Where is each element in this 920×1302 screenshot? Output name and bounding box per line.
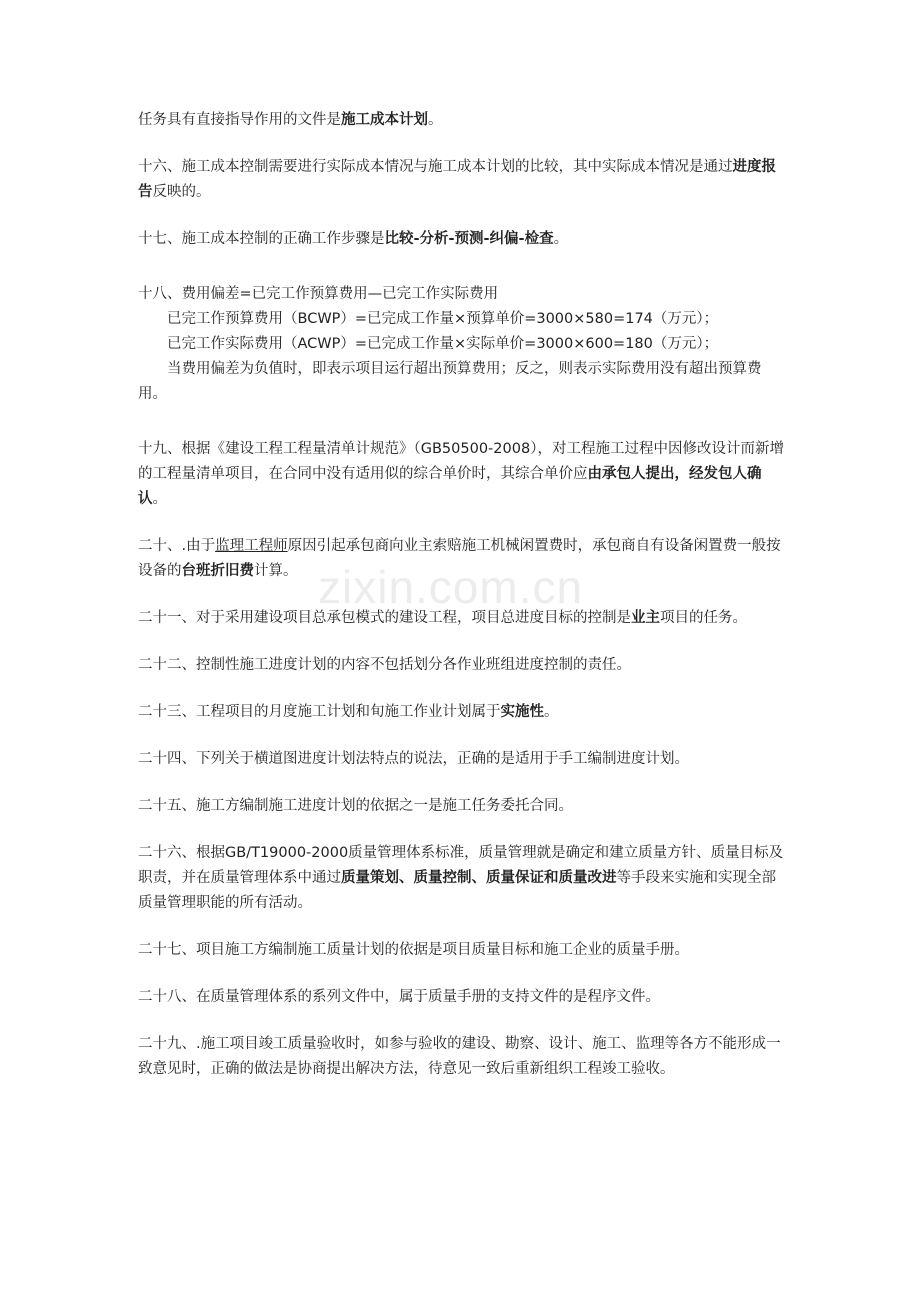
paragraph-15-tail: 任务具有直接指导作用的文件是施工成本计划。	[138, 112, 443, 128]
paragraph-18-line-2: 已完工作预算费用（BCWP）=已完成工作量×预算单价=3000×580=174（万元）；	[167, 311, 719, 327]
paragraph-22: 二十二、控制性施工进度计划的内容不包括划分各作业班组进度控制的责任。	[138, 657, 631, 673]
document-body	[138, 108, 784, 1082]
paragraph-21: 二十一、对于采用建设项目总承包模式的建设工程，项目总进度目标的控制是业主项目的任务。	[138, 610, 747, 626]
paragraph-29: 二十九、.施工项目竣工质量验收时，如参与验收的建设、勘察、设计、施工、监理等各方不能形成一致意见时，正确的做法是协商提出解决方法，待意见一致后重新组织工程竣工验收。	[138, 1036, 781, 1077]
paragraph-19: 十九、根据《建设工程工程量清单计规范》（GB50500-2008），对工程施工过程中因修改设计而新增的工程量清单项目，在合同中没有适用似的综合单价时，其综合单价应由承包人提出，经发包人确认。	[138, 441, 784, 507]
paragraph-20: 二十、.由于监理工程师原因引起承包商向业主索赔施工机械闲置费时，承包商自有设备闲置费一般按设备的台班折旧费计算。	[138, 538, 781, 579]
paragraph-18-line-3: 已完工作实际费用（ACWP）=已完成工作量×实际单价=3000×600=180（万元）；	[167, 336, 719, 352]
paragraph-24: 二十四、下列关于横道图进度计划法特点的说法，正确的是适用于手工编制进度计划。	[138, 751, 689, 767]
paragraph-25: 二十五、施工方编制施工进度计划的依据之一是施工任务委托合同。	[138, 798, 573, 814]
paragraph-16: 十六、施工成本控制需要进行实际成本情况与施工成本计划的比较，其中实际成本情况是通过进度报告反映的。	[138, 159, 776, 200]
watermark: zixin.com.cn	[318, 561, 584, 613]
supervisor-link[interactable]: 监理工程师	[215, 538, 288, 554]
paragraph-23: 二十三、工程项目的月度施工计划和旬施工作业计划属于实施性。	[138, 704, 559, 720]
paragraph-18-line-1: 十八、费用偏差=已完工作预算费用—已完工作实际费用	[138, 286, 499, 302]
paragraph-27: 二十七、项目施工方编制施工质量计划的依据是项目质量目标和施工企业的质量手册。	[138, 942, 689, 958]
paragraph-17: 十七、施工成本控制的正确工作步骤是比较-分析-预测-纠偏-检查。	[138, 231, 569, 247]
paragraph-18-line-4: 当费用偏差为负值时，即表示项目运行超出预算费用；反之，则表示实际费用没有超出预算费用。	[138, 361, 762, 402]
paragraph-28: 二十八、在质量管理体系的系列文件中，属于质量手册的支持文件的是程序文件。	[138, 989, 660, 1005]
paragraph-26: 二十六、根据GB/T19000-2000质量管理体系标准，质量管理就是确定和建立质量方针、质量目标及职责，并在质量管理体系中通过质量策划、质量控制、质量保证和质量改进等手段来实施和实现全部质量管理职能的所有活动。	[138, 845, 784, 911]
